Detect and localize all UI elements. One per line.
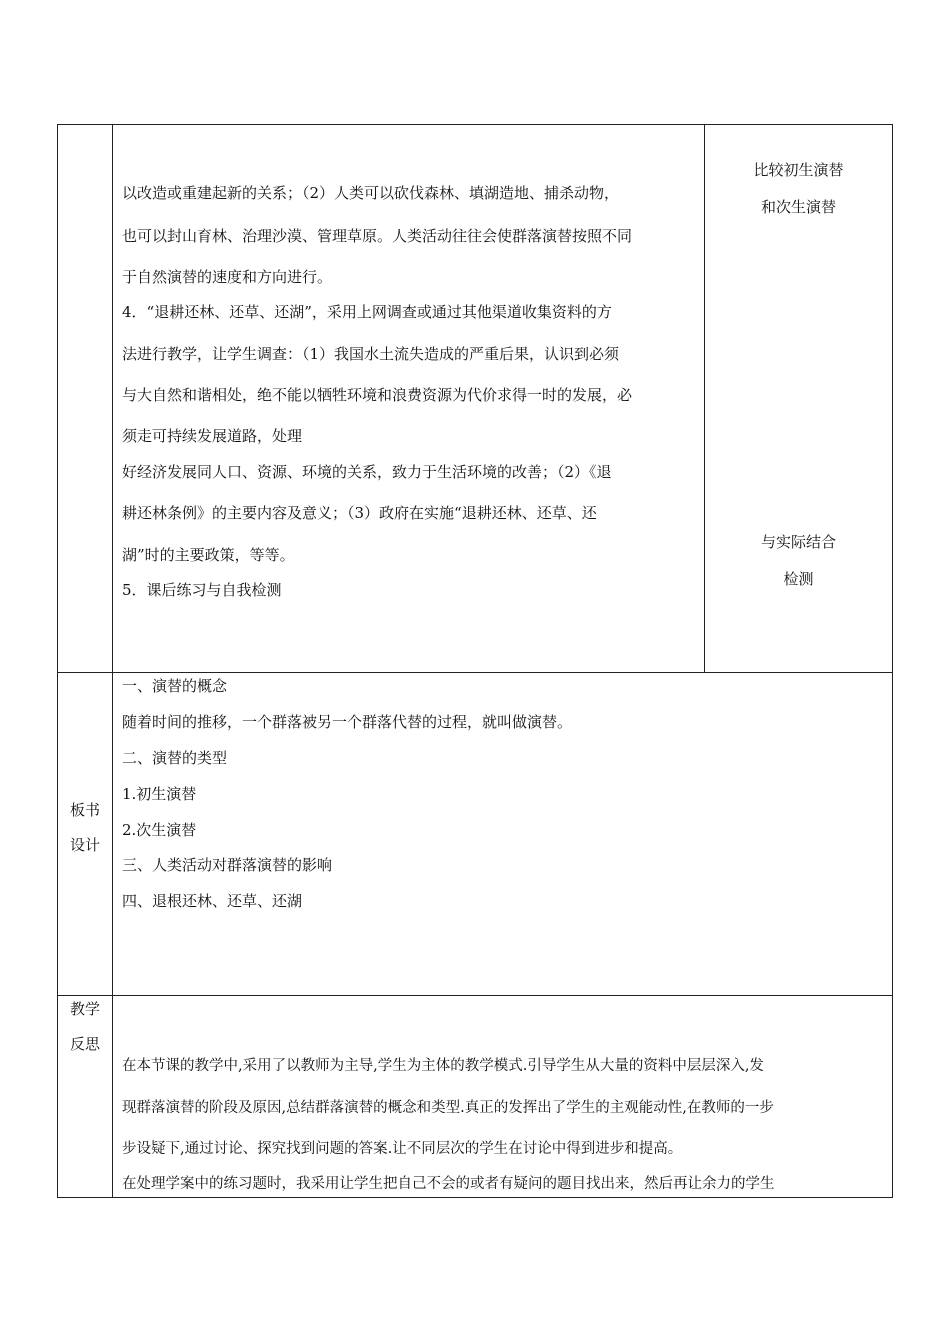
reflection-label: 反思 <box>69 1035 100 1053</box>
note-line: 与实际结合 <box>760 533 836 551</box>
row-divider-2 <box>57 995 893 996</box>
board-line: 四、退根还林、还草、还湖 <box>122 892 303 910</box>
reflection-line: 步设疑下,通过讨论、探究找到问题的答案.让不同层次的学生在讨论中得到进步和提高。 <box>122 1141 683 1157</box>
table-right-border <box>892 124 893 1198</box>
process-line: 与大自然和谐相处，绝不能以牺牲环境和浪费资源为代价求得一时的发展，必 <box>122 386 633 404</box>
note-line: 和次生演替 <box>760 198 836 216</box>
board-line: 1.初生演替 <box>122 785 197 803</box>
note-line: 检测 <box>783 570 814 588</box>
process-line: 以改造或重建起新的关系；（2）人类可以砍伐森林、填湖造地、捕杀动物， <box>122 184 620 202</box>
process-line: 5．课后练习与自我检测 <box>122 581 282 599</box>
process-line: 也可以封山育林、治理沙漠、管理草原。人类活动往往会使群落演替按照不同 <box>122 227 633 245</box>
board-label: 设计 <box>69 836 100 854</box>
process-line: 4．“退耕还林、还草、还湖”，采用上网调查或通过其他渠道收集资料的方 <box>122 303 612 321</box>
board-label: 板书 <box>69 801 100 819</box>
process-line: 好经济发展同人口、资源、环境的关系，致力于生活环境的改善；（2）《退 <box>122 463 612 481</box>
board-line: 二、演替的类型 <box>122 749 228 767</box>
table-top-border <box>57 124 893 125</box>
label-column-divider <box>112 124 113 1198</box>
board-line: 随着时间的推移，一个群落被另一个群落代替的过程，就叫做演替。 <box>122 713 573 731</box>
process-line: 耕还林条例》的主要内容及意义；（3）政府在实施“退耕还林、还草、还 <box>122 504 597 522</box>
reflection-line: 在处理学案中的练习题时，我采用让学生把自己不会的或者有疑问的题目找出来，然后再让余力的学生 <box>122 1176 775 1192</box>
note-line: 比较初生演替 <box>753 161 844 179</box>
board-line: 2.次生演替 <box>122 821 197 839</box>
reflection-line: 在本节课的教学中,采用了以教师为主导,学生为主体的教学模式.引导学生从大量的资料中层层深入,发 <box>122 1058 764 1074</box>
reflection-label: 教学 <box>69 1000 100 1018</box>
process-line: 于自然演替的速度和方向进行。 <box>122 268 333 286</box>
process-line: 法进行教学，让学生调查：（1）我国水土流失造成的严重后果，认识到必须 <box>122 345 620 363</box>
reflection-line: 现群落演替的阶段及原因,总结群落演替的概念和类型.真正的发挥出了学生的主观能动性,在教师的一步 <box>122 1100 774 1116</box>
process-line: 湖”时的主要政策，等等。 <box>122 546 295 564</box>
board-line: 三、人类活动对群落演替的影响 <box>122 856 333 874</box>
board-line: 一、演替的概念 <box>122 677 228 695</box>
table-bottom-border <box>57 1197 893 1198</box>
process-line: 须走可持续发展道路，处理 <box>122 427 303 445</box>
row-divider-1 <box>57 672 893 673</box>
